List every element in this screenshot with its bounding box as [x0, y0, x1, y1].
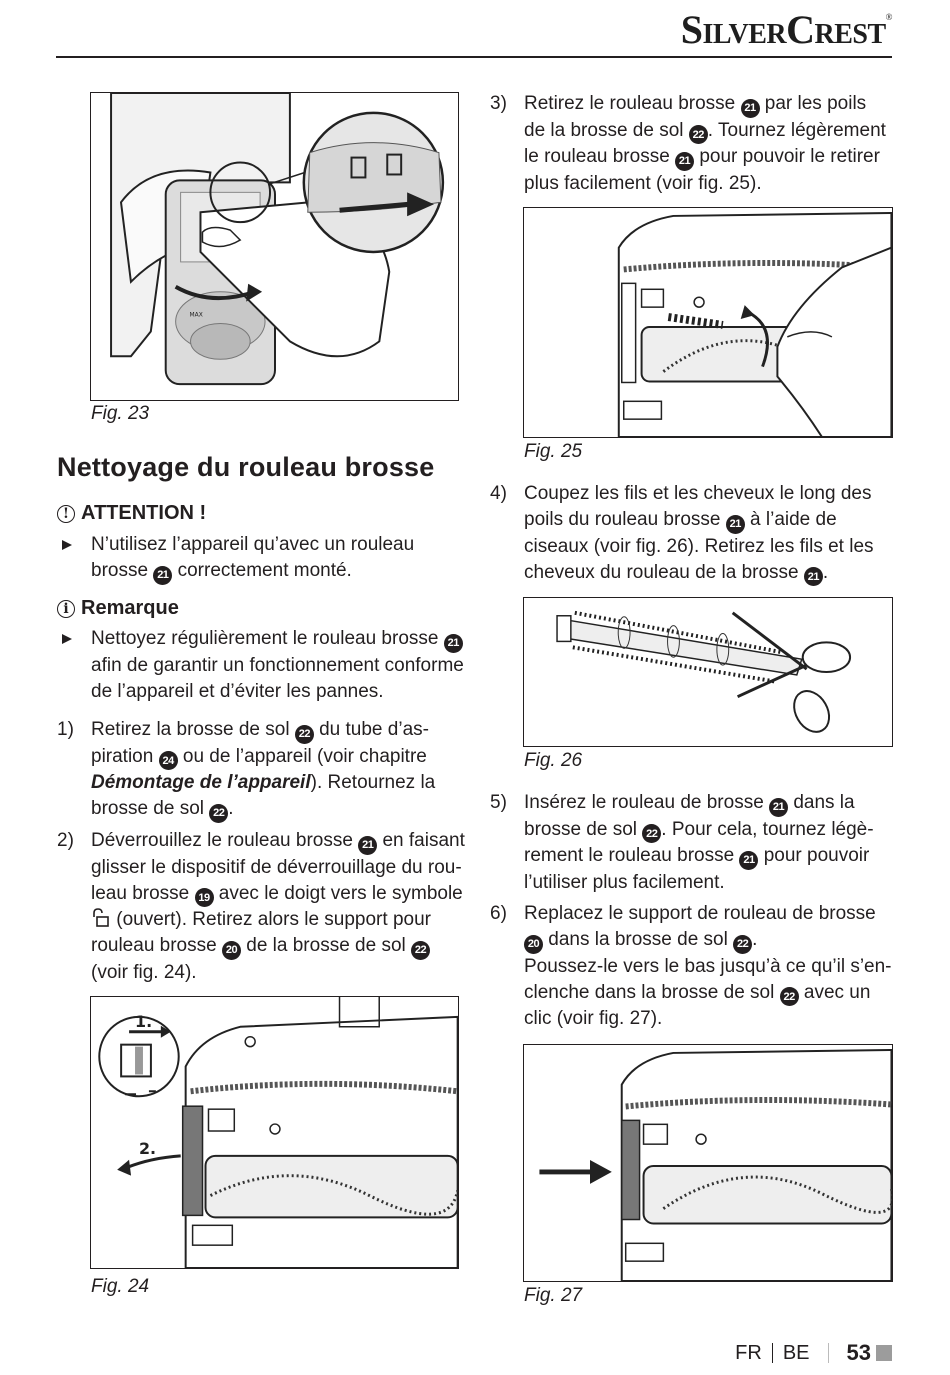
ref-21-badge: 21 — [675, 152, 694, 171]
page-marker-square — [876, 1345, 892, 1361]
footer-divider — [772, 1343, 773, 1363]
ref-21-badge: 21 — [769, 798, 788, 817]
figure-27 — [523, 1044, 893, 1282]
fig25-caption: Fig. 25 — [524, 441, 583, 462]
language-fr: FR — [735, 1341, 762, 1364]
fig24-step2-label: 2. — [139, 1138, 157, 1158]
remark-heading — [57, 597, 179, 620]
figure-25 — [523, 207, 893, 438]
step-5: 5) Insérez le rouleau de brosse 21 dans la brosse de sol 22 . Pour cela, tournez légè- rement le rouleau brosse 21 pour pouvoir l’utiliser plus facilement. — [490, 792, 874, 893]
fig26-caption: Fig. 26 — [524, 750, 583, 771]
attention-label: ATTENTION ! — [81, 502, 207, 524]
footer-divider — [828, 1343, 829, 1363]
ref-20-badge: 20 — [524, 935, 543, 954]
step-number: 2) — [57, 830, 74, 851]
ref-22-badge: 22 — [689, 125, 708, 144]
ref-22-badge: 22 — [295, 725, 314, 744]
ref-21-badge: 21 — [358, 836, 377, 855]
figure-26 — [523, 597, 893, 747]
remark-line-2: afin de garantir un fonctionnement conforme — [91, 654, 464, 676]
figure-24 — [90, 996, 459, 1269]
ref-22-badge: 22 — [733, 935, 752, 954]
step-number: 1) — [57, 719, 74, 740]
fig24-caption: Fig. 24 — [91, 1276, 150, 1297]
attention-heading — [57, 502, 206, 525]
remark-line-1: Nettoyez régulièrement le rouleau brosse 21 — [91, 626, 464, 653]
chapter-reference: Démontage de l’appareil — [91, 772, 311, 793]
fig27-caption: Fig. 27 — [524, 1285, 583, 1306]
attention-bullet — [91, 532, 414, 585]
page-footer — [735, 1340, 892, 1366]
step-number: 3) — [490, 93, 507, 114]
step-number: 4) — [490, 483, 507, 504]
ref-20-badge: 20 — [222, 941, 241, 960]
figure-23 — [90, 92, 459, 401]
fig23-max-label: MAX — [189, 311, 203, 319]
section-title: Nettoyage du rouleau brosse — [57, 452, 435, 482]
ref-22-badge: 22 — [780, 987, 799, 1006]
step-2: 2) Déverrouillez le rouleau brosse 21 en faisant glisser le dispositif de déverrouillage du rou- leau brosse 19 avec le doigt vers le symbole (ouvert). Retirez alors le support pour rouleau brosse 20 de la brosse de sol 22 (voir fig. 24). — [57, 830, 465, 983]
ref-22-badge: 22 — [642, 824, 661, 843]
fig24-step1-label: 1. — [135, 1011, 153, 1031]
ref-21-badge: 21 — [739, 851, 758, 870]
language-be: BE — [782, 1341, 810, 1364]
registered-mark: ® — [885, 12, 892, 22]
step-6: 6) Replacez le support de rouleau de brosse 20 dans la brosse de sol 22 . Poussez-le vers le bas jusqu’à ce qu’il s’en- clenche dans la brosse de sol 22 avec un clic (voir fig. 27). — [490, 903, 892, 1029]
ref-21-badge: 21 — [726, 515, 745, 534]
step-3: 3) Retirez le rouleau brosse 21 par les poils de la brosse de sol 22 . Tournez légèrement le rouleau brosse 21 pour pouvoir le retirer plus facilement (voir fig. 25). — [490, 93, 886, 194]
fig23-caption: Fig. 23 — [91, 403, 150, 424]
step-number: 6) — [490, 903, 507, 924]
fig26-illustration — [524, 598, 892, 746]
fig27-illustration — [524, 1045, 892, 1281]
remark-bullet — [91, 626, 464, 705]
info-icon: i — [57, 600, 75, 618]
ref-19-badge: 19 — [195, 888, 214, 907]
brand-name: SilverCrest — [680, 7, 886, 52]
page-number: 53 — [846, 1340, 871, 1365]
header-rule — [56, 56, 892, 58]
step-number: 5) — [490, 792, 507, 813]
bullet-arrow-icon — [62, 540, 72, 550]
step-1: 1) Retirez la brosse de sol 22 du tube d’as- piration 24 ou de l’appareil (voir chapitre Démontage de l’appareil). Retournez la brosse de sol 22 . — [91, 717, 435, 823]
ref-24-badge: 24 — [159, 751, 178, 770]
warning-icon: ! — [57, 505, 75, 523]
unlock-icon — [91, 908, 111, 928]
ref-22-badge: 22 — [411, 941, 430, 960]
ref-21-badge: 21 — [153, 566, 172, 585]
ref-21-badge: 21 — [741, 99, 760, 118]
fig25-illustration — [524, 208, 892, 437]
bullet-arrow-icon — [62, 634, 72, 644]
step-4: 4) Coupez les fils et les cheveux le long des poils du rouleau brosse 21 à l’aide de ciseaux (voir fig. 26). Retirez les fils et les cheveux du rouleau de la brosse 21 . — [524, 481, 874, 586]
fig23-illustration — [91, 93, 458, 400]
remark-label: Remarque — [81, 597, 179, 619]
attention-line-2: brosse 21 correctement monté. — [91, 558, 414, 585]
brand-logo — [681, 6, 892, 53]
ref-21-badge: 21 — [804, 567, 823, 586]
fig24-illustration — [91, 997, 458, 1268]
ref-22-badge: 22 — [209, 804, 228, 823]
attention-line-1: N’utilisez l’appareil qu’avec un rouleau — [91, 534, 415, 555]
remark-line-3: de l’appareil et d’éviter les pannes. — [91, 680, 384, 702]
ref-21-badge: 21 — [444, 634, 463, 653]
